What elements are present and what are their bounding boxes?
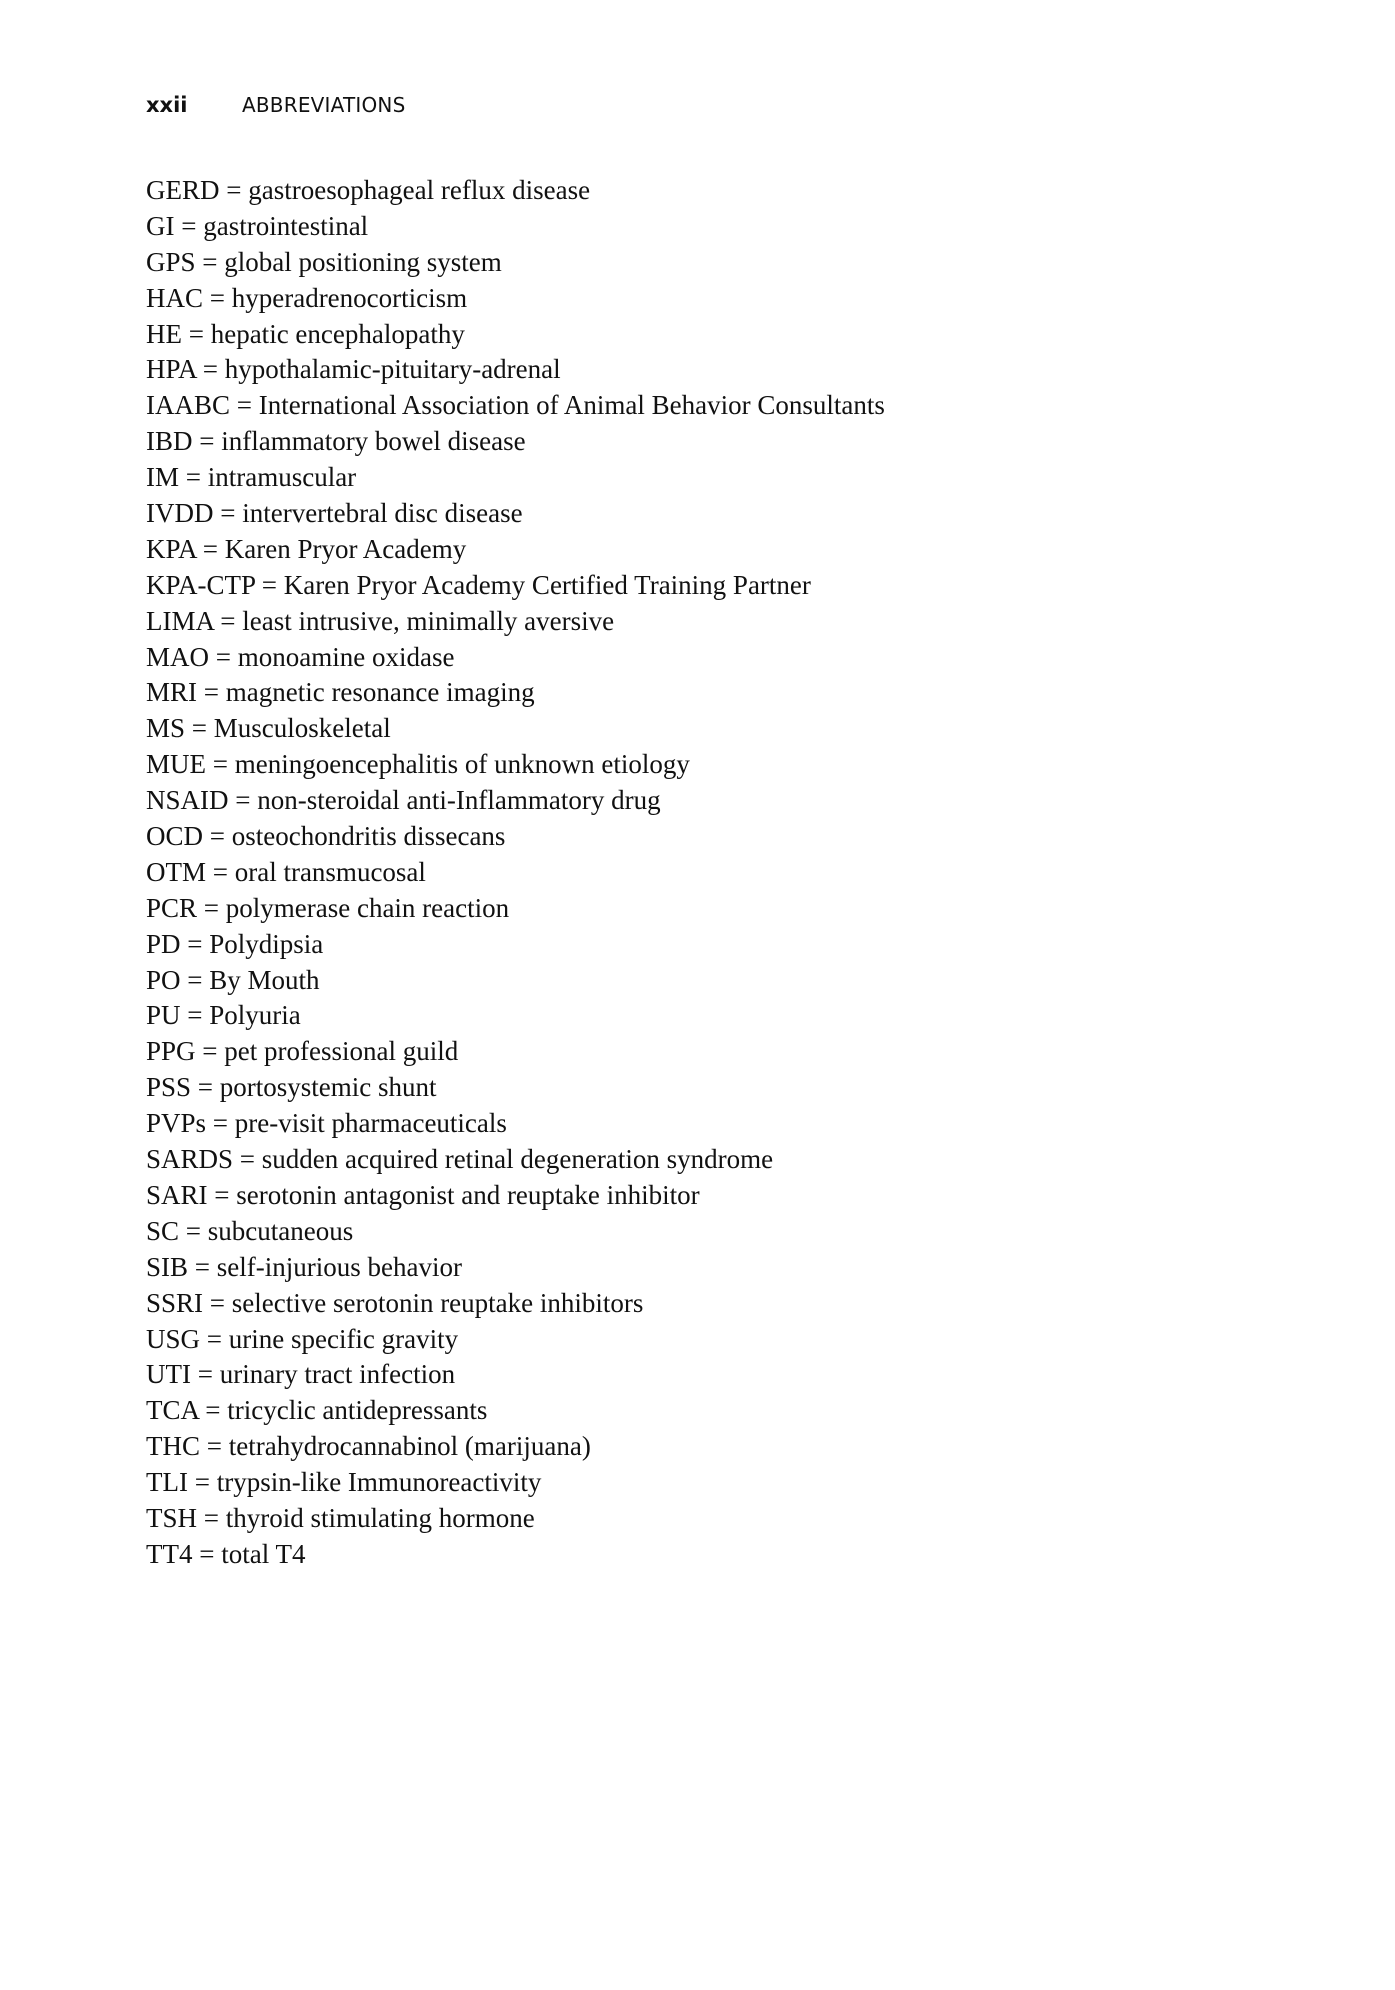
abbreviation-entry: GPS = global positioning system: [146, 246, 502, 277]
abbreviation-entry: TT4 = total T4: [146, 1538, 306, 1569]
abbreviation-entry: IAABC = International Association of Animal Behavior Consultants: [146, 390, 885, 421]
abbreviation-list: [146, 173, 885, 1573]
abbreviation-entry: MUE = meningoencephalitis of unknown etiology: [146, 749, 690, 780]
abbreviation-entry: IM = intramuscular: [146, 462, 357, 493]
abbreviation-entry: HE = hepatic encephalopathy: [146, 318, 465, 349]
abbreviation-entry: MS = Musculoskeletal: [146, 713, 391, 744]
abbreviation-entry: KPA-CTP = Karen Pryor Academy Certified Training Partner: [146, 569, 811, 600]
abbreviation-entry: GI = gastrointestinal: [146, 210, 369, 241]
abbreviation-entry: OCD = osteochondritis dissecans: [146, 821, 506, 852]
abbreviation-entry: MRI = magnetic resonance imaging: [146, 677, 535, 708]
abbreviation-entry: KPA = Karen Pryor Academy: [146, 533, 467, 564]
running-head: [146, 93, 405, 123]
abbreviation-entry: SSRI = selective serotonin reuptake inhibitors: [146, 1287, 644, 1318]
abbreviation-entry: THC = tetrahydrocannabinol (marijuana): [146, 1431, 591, 1462]
abbreviation-entry: SIB = self-injurious behavior: [146, 1251, 462, 1282]
abbreviation-entry: SARDS = sudden acquired retinal degeneration syndrome: [146, 1144, 774, 1175]
abbreviation-entry: GERD = gastroesophageal reflux disease: [146, 175, 591, 205]
abbreviation-entry: SC = subcutaneous: [146, 1215, 354, 1246]
abbreviation-entry: PVPs = pre-visit pharmaceuticals: [146, 1108, 507, 1139]
abbreviation-entry: NSAID = non-steroidal anti-Inflammatory drug: [146, 785, 661, 816]
abbreviation-entry: TLI = trypsin-like Immunoreactivity: [146, 1467, 542, 1498]
abbreviation-entry: TCA = tricyclic antidepressants: [146, 1395, 488, 1426]
abbreviation-entry: MAO = monoamine oxidase: [146, 641, 455, 672]
abbreviation-entry: IBD = inflammatory bowel disease: [146, 426, 526, 457]
abbreviation-entry: UTI = urinary tract infection: [146, 1359, 456, 1390]
abbreviation-entry: PU = Polyuria: [146, 1000, 301, 1031]
abbreviation-entry: OTM = oral transmucosal: [146, 856, 426, 887]
abbreviation-entry: PCR = polymerase chain reaction: [146, 892, 510, 923]
abbreviation-entry: TSH = thyroid stimulating hormone: [146, 1502, 535, 1533]
abbreviation-entry: PSS = portosystemic shunt: [146, 1072, 437, 1103]
page-number: xxii: [146, 93, 188, 117]
abbreviation-entry: HPA = hypothalamic-pituitary-adrenal: [146, 354, 561, 385]
abbreviation-entry: PPG = pet professional guild: [146, 1036, 459, 1067]
abbreviation-entry: IVDD = intervertebral disc disease: [146, 498, 523, 529]
section-title: ABBREVIATIONS: [242, 93, 406, 117]
abbreviation-entry: PD = Polydipsia: [146, 928, 324, 959]
abbreviation-entry: SARI = serotonin antagonist and reuptake inhibitor: [146, 1179, 700, 1210]
abbreviation-entry: LIMA = least intrusive, minimally aversive: [146, 605, 615, 636]
abbreviation-entry: PO = By Mouth: [146, 964, 320, 995]
abbreviation-entry: USG = urine specific gravity: [146, 1323, 459, 1354]
abbreviation-entry: HAC = hyperadrenocorticism: [146, 282, 468, 313]
